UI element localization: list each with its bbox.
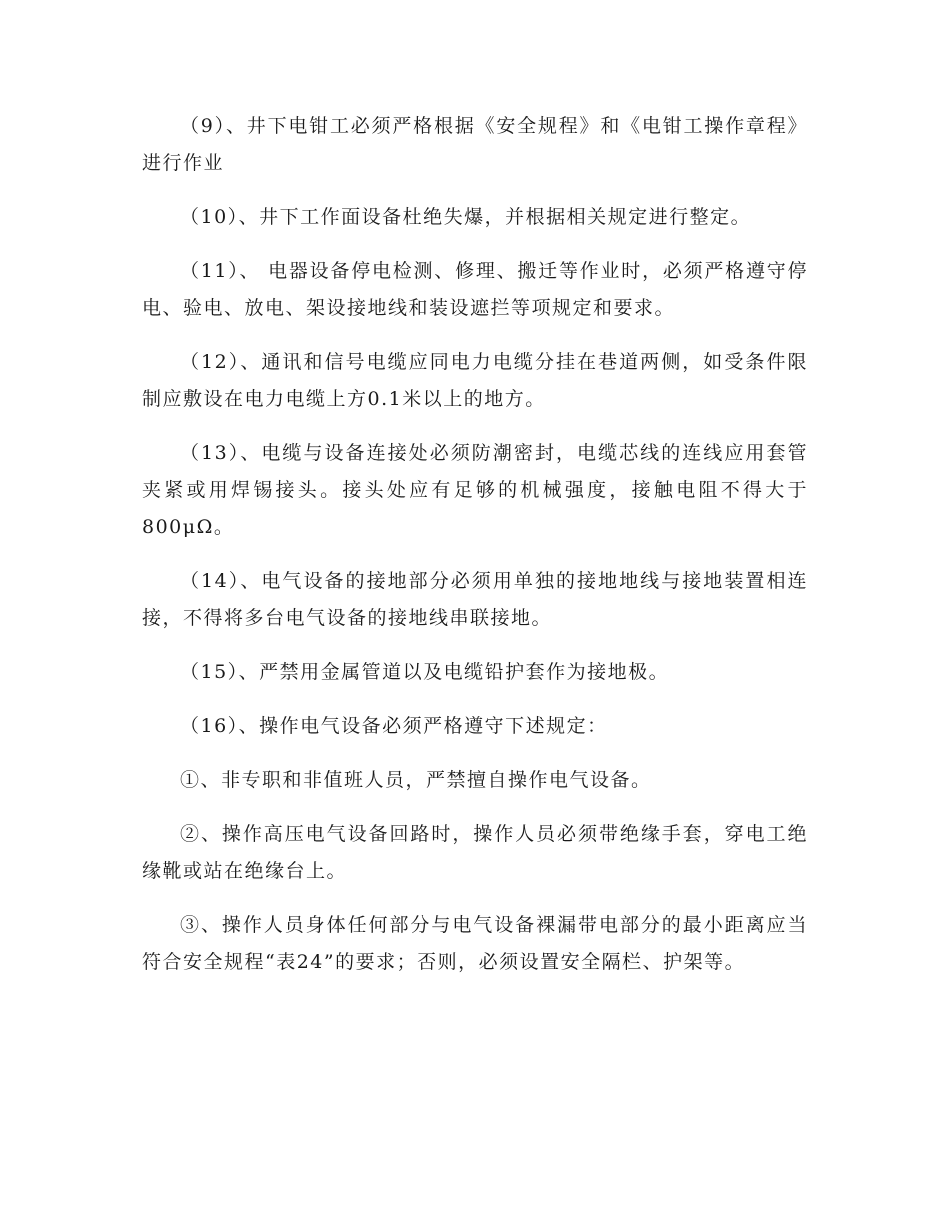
paragraph-11: （11）、 电器设备停电检测、修理、搬迁等作业时，必须严格遵守停电、验电、放电、架设接地线和装设遮拦等项规定和要求。 <box>142 260 808 319</box>
paragraph-10: （10）、井下工作面设备杜绝失爆，并根据相关规定进行整定。 <box>180 206 752 228</box>
paragraph-12: （12）、通讯和信号电缆应同电力电缆分挂在巷道两侧，如受条件限制应敷设在电力电缆上方0.1米以上的地方。 <box>142 351 808 410</box>
sub-item-2: ②、操作高压电气设备回路时，操作人员必须带绝缘手套，穿电工绝缘靴或站在绝缘台上。 <box>142 823 808 882</box>
sub-item-1: ①、非专职和非值班人员，严禁擅自操作电气设备。 <box>180 769 652 791</box>
sub-item-3: ③、操作人员身体任何部分与电气设备裸漏带电部分的最小距离应当符合安全规程“表24”的要求；否则，必须设置安全隔栏、护架等。 <box>142 914 808 973</box>
document-body <box>142 108 808 998</box>
paragraph-16: （16）、操作电气设备必须严格遵守下述规定： <box>180 715 608 737</box>
paragraph-13: （13）、电缆与设备连接处必须防潮密封，电缆芯线的连线应用套管夹紧或用焊锡接头。接头处应有足够的机械强度，接触电阻不得大于800μΩ。 <box>142 442 808 538</box>
paragraph-15: （15）、严禁用金属管道以及电缆铅护套作为接地极。 <box>180 661 670 683</box>
paragraph-9: （9）、井下电钳工必须严格根据《安全规程》和《电钳工操作章程》进行作业 <box>142 115 808 174</box>
paragraph-14: （14）、电气设备的接地部分必须用单独的接地地线与接地装置相连接，不得将多台电气设备的接地线串联接地。 <box>142 570 808 629</box>
